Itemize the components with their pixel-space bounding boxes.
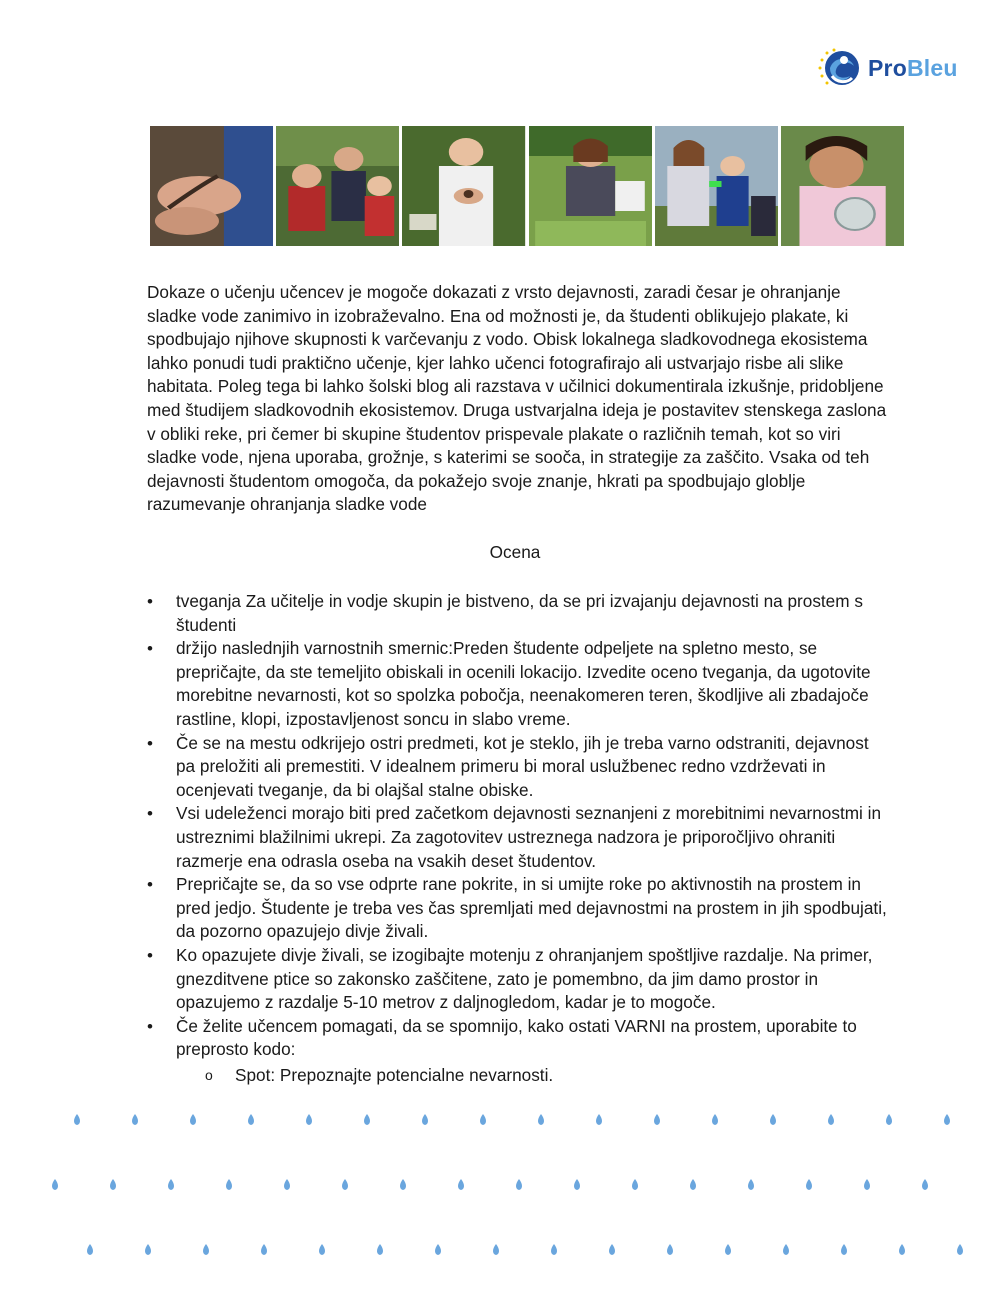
water-drop-icon (435, 1244, 441, 1255)
list-item: • tveganja Za učitelje in vodje skupin je bistveno, da se pri izvajanju dejavnosti na prostem s študenti (147, 590, 887, 637)
water-drop-icon (248, 1114, 254, 1125)
water-drop-icon (654, 1114, 660, 1125)
photo-strip (150, 126, 904, 246)
water-drop-icon (538, 1114, 544, 1125)
water-drop-icon (748, 1179, 754, 1190)
water-drop-icon (284, 1179, 290, 1190)
water-drop-icon (667, 1244, 673, 1255)
water-drop-icon (828, 1114, 834, 1125)
safety-bullet-list (147, 590, 887, 1062)
water-drop-icon (922, 1179, 928, 1190)
section-title: Ocena (489, 542, 541, 562)
water-drop-icon (74, 1114, 80, 1125)
water-drop-icon (52, 1179, 58, 1190)
list-item: • Če se na mestu odkrijejo ostri predmeti, kot je steklo, jih je treba varno odstraniti, dejavnost pa preložiti ali premestiti. V idealnem primeru bi moral uslužbenec redno vzdrževati in ocenjevati tveganje, da bi olajšal stalne obiske. (147, 732, 887, 803)
water-drop-icon (203, 1244, 209, 1255)
water-drop-icon (944, 1114, 950, 1125)
list-item: • držijo naslednjih varnostnih smernic:Preden študente odpeljete na spletno mesto, se prepričajte, da ste temeljito obiskali in ocenili lokacijo. Izvedite oceno tveganja, da ugotovite morebitne nevarnosti, kot so spolzka pobočja, neenakomeren teren, škodljive ali zbadajoče rastline, klopi, izpostavljenost soncu in slabo vreme. (147, 637, 887, 731)
list-item: • Prepričajte se, da so vse odprte rane pokrite, in si umijte roke po aktivnostih na prostem in pred jedjo. Študente je treba ves čas spremljati med dejavnostmi na prostem in jih spodbujati, da pozorno opazujejo divje živali. (147, 873, 887, 944)
list-item: • Ko opazujete divje živali, se izogibajte motenju z ohranjanjem spoštljive razdalje. Na primer, gnezditvene ptice so zakonsko zaščitene, zato je pomembno, da jim damo prostor in opazujemo z razdalje 5-10 metrov z daljnogledom, kadar je to mogoče. (147, 944, 887, 1015)
water-drop-icon (364, 1114, 370, 1125)
photo-group-with-teacher (655, 126, 778, 246)
water-drop-icon (690, 1179, 696, 1190)
water-drop-icon (864, 1179, 870, 1190)
water-drop-icon (841, 1244, 847, 1255)
water-drop-icon (551, 1244, 557, 1255)
water-drop-icon (145, 1244, 151, 1255)
logo-wordmark (868, 55, 958, 82)
water-drop-icon (596, 1114, 602, 1125)
water-drop-icon (770, 1114, 776, 1125)
water-drop-icon (110, 1179, 116, 1190)
water-drop-icon (342, 1179, 348, 1190)
photo-girl-with-jar (781, 126, 904, 246)
water-drop-icon (609, 1244, 615, 1255)
water-drop-icon (458, 1179, 464, 1190)
water-drop-icon (632, 1179, 638, 1190)
water-drop-icon (957, 1244, 963, 1255)
logo-text-pro: Pro (868, 54, 907, 81)
water-drop-icon (132, 1114, 138, 1125)
intro-paragraph: Dokaze o učenju učencev je mogoče dokazati z vrsto dejavnosti, zaradi česar je ohranjanje sladke vode zanimivo in izobraževalno. Ena od možnosti je, da študenti oblikujejo plakate, ki spodbujajo njihove skupnosti k varčevanju z vodo. Obisk lokalnega sladkovodnega ekosistema lahko ponudi tudi praktično učenje, kjer lahko učenci fotografirajo ali ustvarjajo risbe ali slike habitata. Poleg tega bi lahko šolski blog ali razstava v učilnici dokumentirala izkušnje, pridobljene med študijem sladkovodnih ekosistemov. Druga ustvarjalna ideja je postavitev stenskega zaslona v obliki reke, pri čemer bi skupine študentov prispevale plakate o različnih temah, kot so viri sladke vode, njena uporaba, grožnje, s katerimi se sooča, in strategije za zaščito. Vsaka od teh dejavnosti študentom omogoča, da pokažejo svoje znanje, hkrati pa spodbujajo globlje razumevanje ohranjanja sladke vode (147, 282, 887, 515)
water-drop-icon (377, 1244, 383, 1255)
water-drop-icon (261, 1244, 267, 1255)
list-item: • Vsi udeleženci morajo biti pred začetkom dejavnosti seznanjeni z morebitnimi nevarnostmi in ustreznimi blažilnimi ukrepi. Za zagotovitev ustreznega nadzora je priporočljivo ohraniti razmerje ena odrasla oseba na vsakih deset študentov. (147, 802, 887, 873)
water-drop-icon (493, 1244, 499, 1255)
photo-children-in-field (276, 126, 399, 246)
water-drop-icon (886, 1114, 892, 1125)
water-drop-icon (725, 1244, 731, 1255)
logo-text-bleu: Bleu (906, 54, 958, 81)
sub-bullet-text: Spot: Prepoznajte potencialne nevarnosti. (235, 1065, 554, 1085)
water-drop-icon (712, 1114, 718, 1125)
water-drop-icon (516, 1179, 522, 1190)
water-drop-icon (306, 1114, 312, 1125)
list-item: • Če želite učencem pomagati, da se spomnijo, kako ostati VARNI na prostem, uporabite to preprosto kodo: (147, 1015, 887, 1062)
water-drop-icon (422, 1114, 428, 1125)
water-drop-icon (899, 1244, 905, 1255)
water-drop-icon (226, 1179, 232, 1190)
probleu-logo-icon (816, 46, 862, 90)
water-drop-icon (574, 1179, 580, 1190)
probleu-logo (816, 46, 958, 90)
water-drop-icon (319, 1244, 325, 1255)
photo-teacher-on-grass (529, 126, 652, 246)
photo-boy-holding-specimen (402, 126, 525, 246)
water-drop-icon (806, 1179, 812, 1190)
water-drop-icon (480, 1114, 486, 1125)
decorative-water-drops (0, 1100, 1000, 1294)
photo-hands-holding-creature (150, 126, 273, 246)
water-drop-icon (168, 1179, 174, 1190)
sub-bullet-marker: o (205, 1067, 213, 1083)
water-drop-icon (190, 1114, 196, 1125)
water-drop-icon (87, 1244, 93, 1255)
water-drop-icon (783, 1244, 789, 1255)
water-drop-icon (400, 1179, 406, 1190)
sub-list-item (205, 1064, 553, 1088)
